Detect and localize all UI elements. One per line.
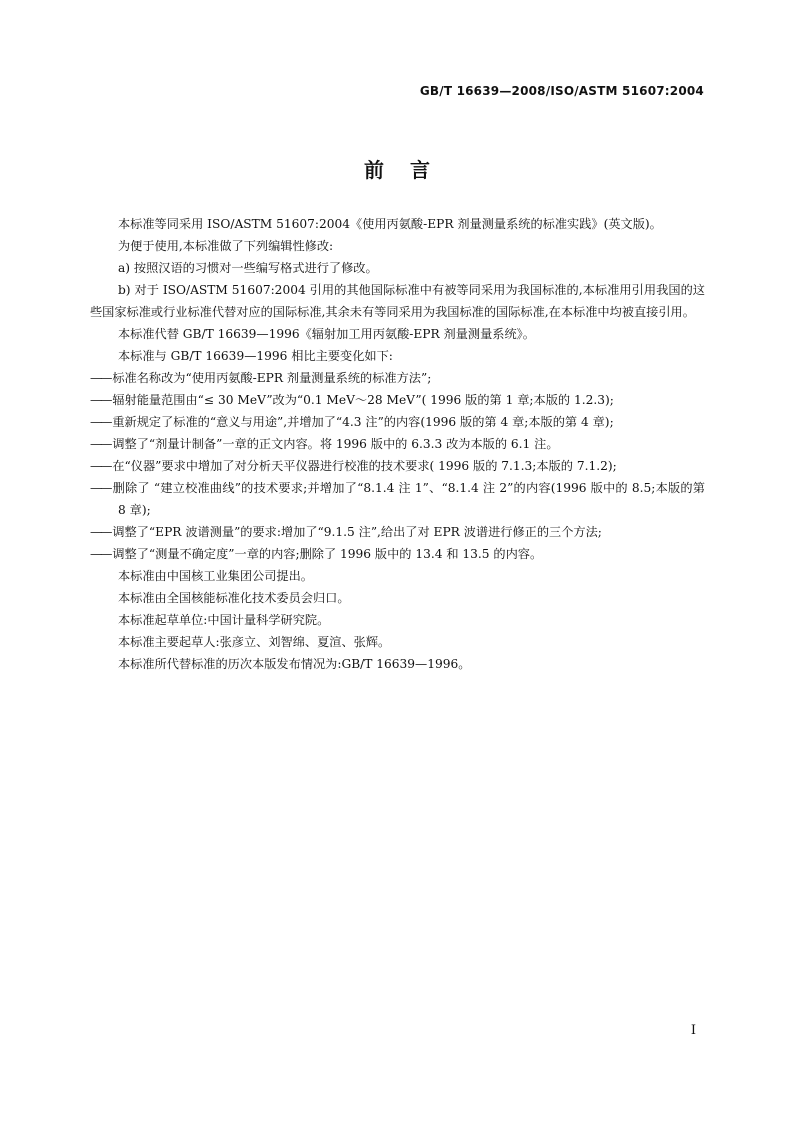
page-title: 前言 bbox=[364, 158, 456, 182]
change-item bbox=[90, 477, 705, 521]
change-item bbox=[90, 433, 705, 455]
preface-body bbox=[90, 213, 705, 675]
change-text: 在“仪器”要求中增加了对分析天平仪器进行校准的技术要求( 1996 版的 7.1.3;本版的 7.1.2); bbox=[112, 459, 617, 473]
change-text: 调整了“剂量计制备”一章的正文内容。将 1996 版中的 6.3.3 改为本版的 6.1 注。 bbox=[112, 437, 559, 451]
paragraph-drafters: 本标准主要起草人:张彦立、刘智绵、夏渲、张辉。 bbox=[118, 635, 391, 649]
change-text: 调整了“测量不确定度”一章的内容;删除了 1996 版中的 13.4 和 13.5 的内容。 bbox=[112, 547, 543, 561]
standard-code-header: GB/T 16639—2008/ISO/ASTM 51607:2004 bbox=[419, 84, 704, 98]
dash-marker: —— bbox=[90, 393, 111, 407]
paragraph-centralized-by: 本标准由全国核能标准化技术委员会归口。 bbox=[118, 591, 350, 605]
page-number: I bbox=[690, 1023, 696, 1038]
paragraph-replaces: 本标准代替 GB/T 16639—1996《辐射加工用丙氨酸-EPR 剂量测量系统》。 bbox=[118, 327, 535, 341]
paragraph-proposed-by: 本标准由中国核工业集团公司提出。 bbox=[118, 569, 313, 583]
dash-marker: —— bbox=[90, 437, 111, 451]
dash-marker: —— bbox=[90, 371, 111, 385]
change-text: 标准名称改为“使用丙氨酸-EPR 剂量测量系统的标准方法”; bbox=[112, 371, 432, 385]
paragraph-editorial-intro: 为便于使用,本标准做了下列编辑性修改: bbox=[118, 239, 334, 253]
dash-marker: —— bbox=[90, 525, 111, 539]
change-text: 调整了“EPR 波谱测量”的要求:增加了“9.1.5 注”,给出了对 EPR 波谱进行修正的三个方法; bbox=[112, 525, 602, 539]
dash-marker: —— bbox=[90, 547, 111, 561]
paragraph-item-b: b) 对于 ISO/ASTM 51607:2004 引用的其他国际标准中有被等同采用为我国标准的,本标准用引用我国的这些国家标准或行业标准代替对应的国际标准,其余未有等同采用为我国标准的国际标准,在本标准中均被直接引用。 bbox=[90, 283, 705, 319]
change-item bbox=[90, 543, 705, 565]
change-text: 重新规定了标准的“意义与用途”,并增加了“4.3 注”的内容(1996 版的第 4 章;本版的第 4 章); bbox=[112, 415, 614, 429]
dash-marker: —— bbox=[90, 481, 111, 495]
paragraph-adoption: 本标准等同采用 ISO/ASTM 51607:2004《使用丙氨酸-EPR 剂量测量系统的标准实践》(英文版)。 bbox=[118, 217, 662, 231]
paragraph-changes-intro: 本标准与 GB/T 16639—1996 相比主要变化如下: bbox=[118, 349, 393, 363]
change-item bbox=[90, 521, 705, 543]
change-text: 辐射能量范围由“≤ 30 MeV”改为“0.1 MeV～28 MeV”( 1996 版的第 1 章;本版的 1.2.3); bbox=[112, 393, 614, 407]
change-text: 删除了 “建立校准曲线”的技术要求;并增加了“8.1.4 注 1”、“8.1.4 注 2”的内容(1996 版中的 8.5;本版的第 8 章); bbox=[112, 481, 705, 517]
change-item bbox=[90, 411, 705, 433]
paragraph-drafting-unit: 本标准起草单位:中国计量科学研究院。 bbox=[118, 613, 330, 627]
dash-marker: —— bbox=[90, 459, 111, 473]
change-item bbox=[90, 367, 705, 389]
dash-marker: —— bbox=[90, 415, 111, 429]
change-item bbox=[90, 389, 705, 411]
change-item bbox=[90, 455, 705, 477]
paragraph-item-a: a) 按照汉语的习惯对一些编写格式进行了修改。 bbox=[118, 261, 378, 275]
paragraph-edition-history: 本标准所代替标准的历次本版发布情况为:GB/T 16639—1996。 bbox=[118, 657, 471, 671]
